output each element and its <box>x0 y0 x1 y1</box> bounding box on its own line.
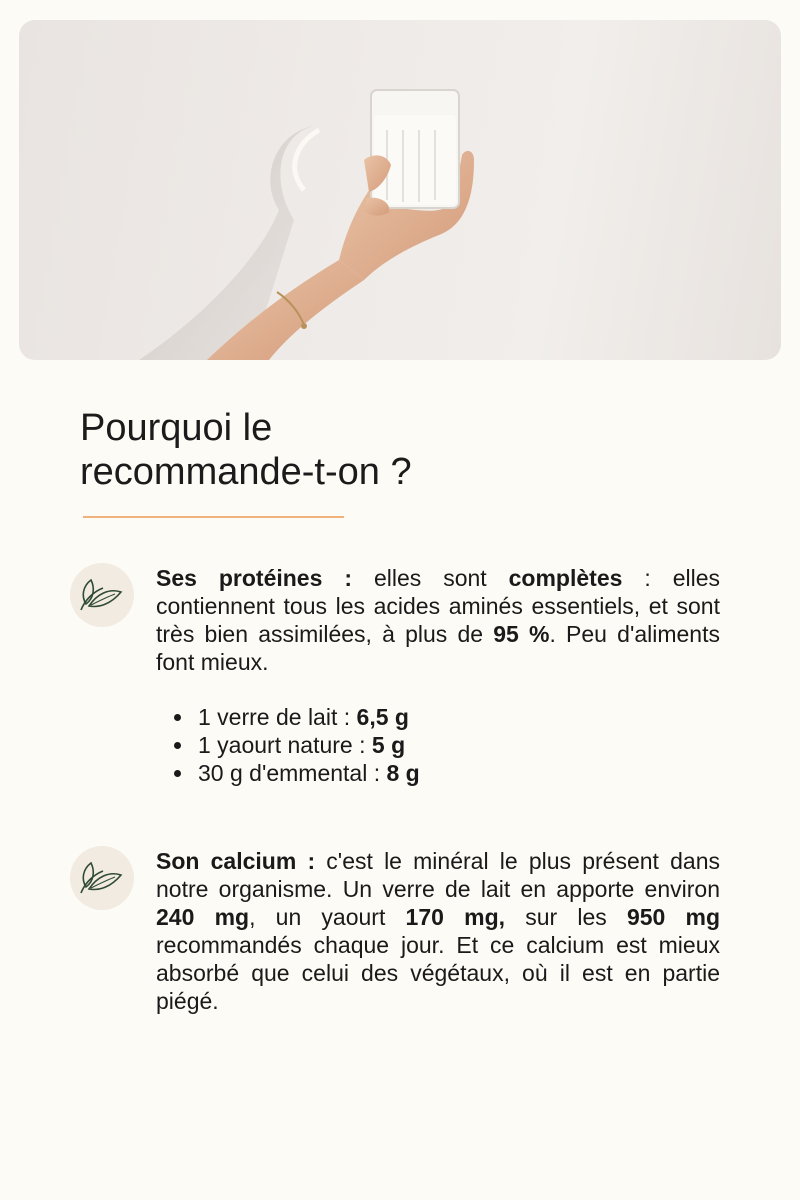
proteins-paragraph <box>156 564 720 676</box>
proteins-text-3: . Peu d'aliments font mieux. <box>156 621 720 675</box>
calcium-text-4: recommandés chaque jour. Et ce calcium est mieux absorbé que celui des végétaux, où il est en partie piégé. <box>156 932 720 1014</box>
page-title <box>80 406 720 494</box>
page-title-line1: Pourquoi le <box>80 407 273 449</box>
list-item-value: 6,5 g <box>356 704 409 730</box>
list-item <box>198 731 758 759</box>
protein-list <box>156 703 758 787</box>
calcium-bold-3: 950 mg <box>626 904 721 930</box>
proteins-lead: Ses protéines : <box>156 565 353 591</box>
page-title-line2: recommande-t-on ? <box>80 451 412 493</box>
calcium-paragraph <box>156 847 720 1015</box>
list-item <box>198 703 758 731</box>
proteins-text-2: : elles contiennent tous les acides aminés essentiels, et sont très bien assimilées, à plus de <box>156 565 720 647</box>
proteins-bold-2: 95 % <box>493 621 550 647</box>
proteins-bold-1: complètes <box>508 565 623 591</box>
calcium-text-2: , un yaourt <box>249 904 406 930</box>
list-item-label: 1 yaourt nature : <box>198 732 372 758</box>
milk-glass-illustration <box>19 20 781 360</box>
leaf-icon-badge-proteins <box>70 563 134 627</box>
calcium-bold-1: 240 mg <box>156 904 250 930</box>
list-item <box>198 759 758 787</box>
calcium-text-1: c'est le minéral le plus présent dans notre organisme. Un verre de lait en apporte environ <box>156 848 720 902</box>
list-item-label: 1 verre de lait : <box>198 704 357 730</box>
calcium-text-3: sur les <box>505 904 627 930</box>
list-item-value: 5 g <box>371 732 406 758</box>
list-item-label: 30 g d'emmental : <box>198 760 387 786</box>
leaf-icon <box>77 576 127 614</box>
title-divider <box>83 516 344 518</box>
hero-image <box>19 20 781 360</box>
proteins-text-1: elles sont <box>352 565 509 591</box>
calcium-lead: Son calcium : <box>156 848 316 874</box>
list-item-value: 8 g <box>386 760 420 786</box>
calcium-bold-2: 170 mg, <box>405 904 506 930</box>
leaf-icon <box>77 859 127 897</box>
leaf-icon-badge-calcium <box>70 846 134 910</box>
